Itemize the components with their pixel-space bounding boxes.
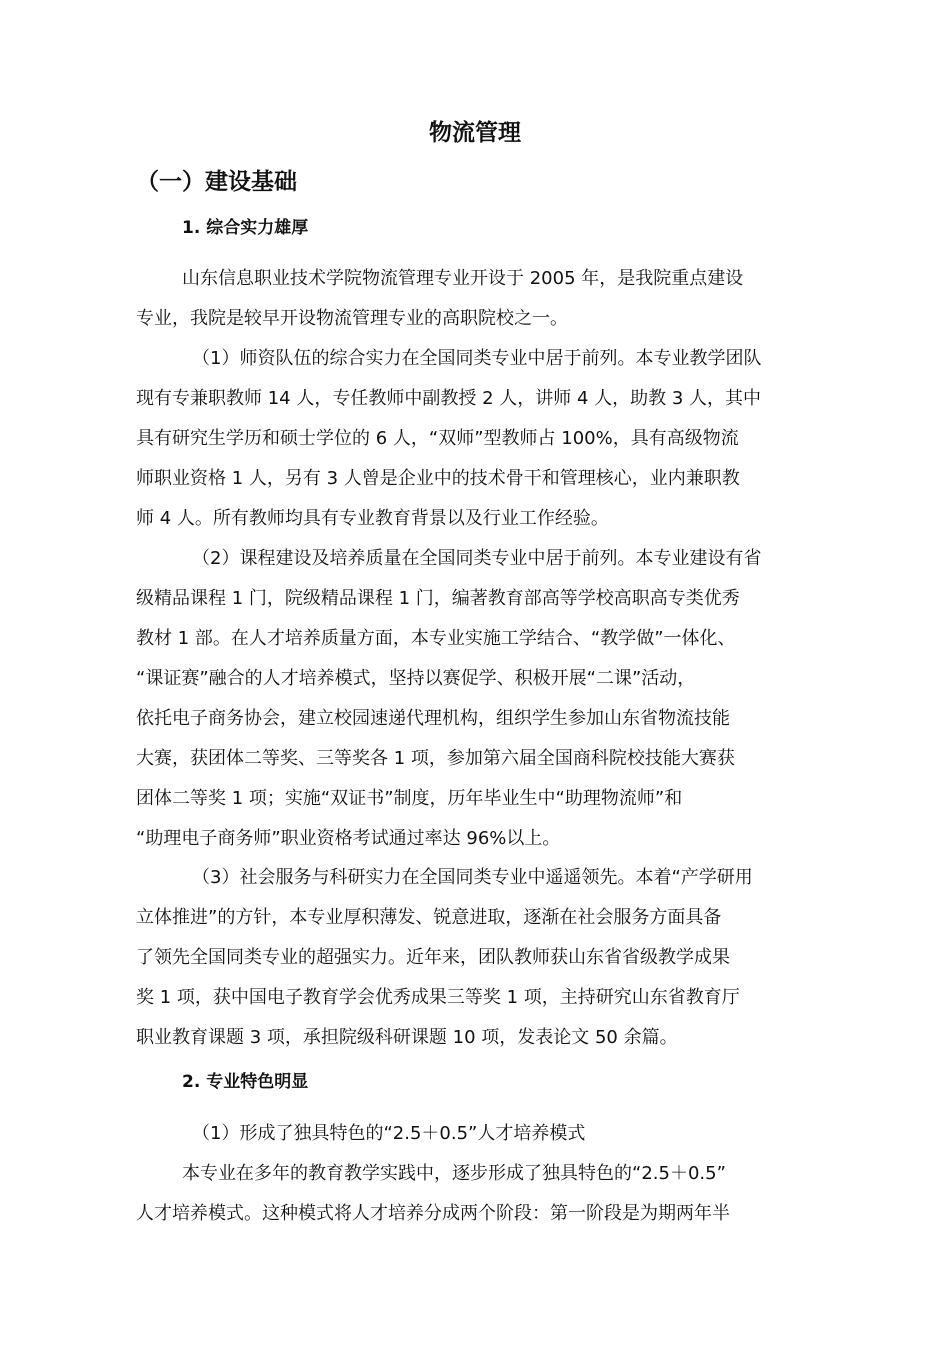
text-line: 专业，我院是较早开设物流管理专业的高职院校之一。: [136, 308, 568, 329]
text-line: 师 4 人。所有教师均具有专业教育背景以及行业工作经验。: [136, 508, 609, 529]
text-line: 级精品课程 1 门，院级精品课程 1 门，编著教育部高等学校高职高专类优秀: [136, 588, 740, 609]
text-line: 山东信息职业技术学院物流管理专业开设于 2005 年，是我院重点建设: [182, 268, 744, 289]
text-line: 职业教育课题 3 项，承担院级科研课题 10 项，发表论文 50 余篇。: [136, 1027, 678, 1048]
text-line: （3）社会服务与科研实力在全国同类专业中遥遥领先。本着“产学研用: [192, 867, 753, 888]
section-heading: （一）建设基础: [136, 169, 297, 195]
text-line: 了领先全国同类专业的超强实力。近年来，团队教师获山东省省级教学成果: [136, 947, 730, 968]
text-line: 本专业在多年的教育教学实践中，逐步形成了独具特色的“2.5＋0.5”: [182, 1163, 726, 1184]
text-line: 人才培养模式。这种模式将人才培养分成两个阶段：第一阶段是为期两年半: [136, 1203, 730, 1224]
subheading-1: 1. 综合实力雄厚: [182, 218, 309, 238]
text-line: 立体推进”的方针，本专业厚积薄发、锐意进取，逐渐在社会服务方面具备: [136, 907, 722, 928]
text-line: 教材 1 部。在人才培养质量方面，本专业实施工学结合、“教学做”一体化、: [136, 628, 736, 649]
text-line: （1）形成了独具特色的“2.5＋0.5”人才培养模式: [192, 1123, 586, 1144]
text-line: 大赛，获团体二等奖、三等奖各 1 项，参加第六届全国商科院校技能大赛获: [136, 748, 735, 769]
text-line: “助理电子商务师”职业资格考试通过率达 96%以上。: [136, 828, 561, 849]
subheading-2: 2. 专业特色明显: [182, 1072, 309, 1092]
text-line: “课证赛”融合的人才培养模式，坚持以赛促学、积极开展“二课”活动，: [136, 668, 696, 689]
page-title: 物流管理: [429, 120, 521, 146]
text-line: 师职业资格 1 人，另有 3 人曾是企业中的技术骨干和管理核心，业内兼职教: [136, 468, 740, 489]
text-line: （2）课程建设及培养质量在全国同类专业中居于前列。本专业建设有省: [192, 548, 762, 569]
text-line: 团体二等奖 1 项；实施“双证书”制度，历年毕业生中“助理物流师”和: [136, 788, 683, 809]
text-line: 现有专兼职教师 14 人，专任教师中副教授 2 人，讲师 4 人，助教 3 人，其中: [136, 388, 762, 409]
text-line: （1）师资队伍的综合实力在全国同类专业中居于前列。本专业教学团队: [192, 348, 762, 369]
text-line: 奖 1 项，获中国电子教育学会优秀成果三等奖 1 项，主持研究山东省教育厅: [136, 987, 740, 1008]
text-line: 具有研究生学历和硕士学位的 6 人，“双师”型教师占 100%，具有高级物流: [136, 428, 739, 449]
text-line: 依托电子商务协会，建立校园速递代理机构，组织学生参加山东省物流技能: [136, 708, 730, 729]
